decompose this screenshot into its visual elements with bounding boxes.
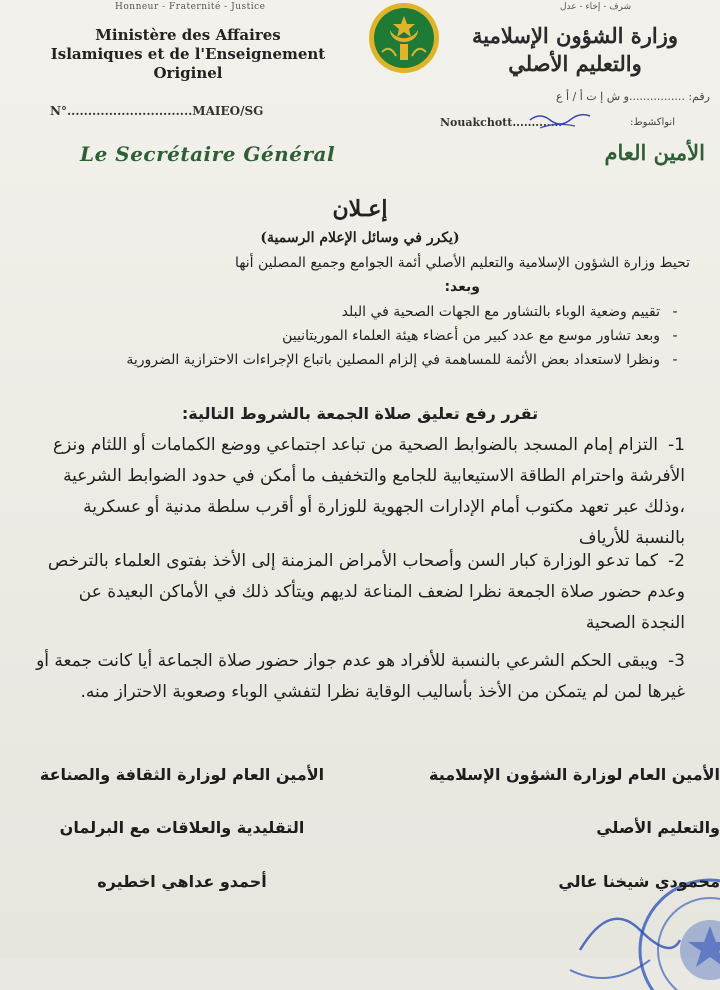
condition-text: التزام إمام المسجد بالضوابط الصحية من تباعد اجتماعي ووضع الكمامات أو اللثام ونزع الأفرشة واحترام الطاقة الاستيعابية للجامع والتخفيف ما أمكن في حدود الضوابط الشرعية ،وذلك عبر تعهد مكتوب أمام الإدارات الجهوية للوزارة أو أقرب سلطة مدنية أو عسكرية بالنسبة للأرياف bbox=[53, 435, 685, 548]
ministry-name-french bbox=[38, 26, 338, 83]
condition-number: 2- bbox=[668, 551, 685, 571]
handwritten-date-mark bbox=[500, 100, 610, 140]
condition-item bbox=[30, 430, 685, 554]
date-place-arabic: انواكشوط: bbox=[630, 117, 675, 128]
bullet-text: ونظرا لاستعداد بعض الأئمة للمساهمة في إلزام المصلين باتباع الإجراءات الاحترازية الضرورية bbox=[126, 352, 660, 368]
decision-heading: تقرر رفع تعليق صلاة الجمعة بالشروط التالية: bbox=[181, 404, 539, 423]
condition-item bbox=[30, 646, 685, 708]
condition-number: 1- bbox=[668, 435, 685, 455]
condition-text: ويبقى الحكم الشرعي بالنسبة للأفراد هو عدم جواز حضور صلاة الجماعة أيا كانت جمعة أو غيرها لمن لم يتمكن من الأخذ بأساليب الوقاية نظرا لتفشي الوباء وصعوبة الاحتراز منه. bbox=[36, 651, 685, 702]
islamic-affairs-sg-title-line1: الأمين العام لوزارة الشؤون الإسلامية bbox=[429, 765, 720, 784]
broadcast-note: (يكرر في وسائل الإعلام الرسمية) bbox=[260, 230, 460, 246]
secretary-general-title-french: Le Secrétaire Général bbox=[80, 142, 336, 166]
wabad-label: وبعد: bbox=[444, 279, 480, 295]
list-item bbox=[60, 348, 690, 372]
ministry-fr-line1: Ministère des Affaires bbox=[95, 26, 281, 44]
ministry-ar-line2: والتعليم الأصلي bbox=[508, 51, 642, 76]
reference-number-french: N°..............................MAIEO/SG bbox=[50, 104, 264, 118]
list-item bbox=[60, 300, 690, 324]
bullet-dash: - bbox=[672, 328, 678, 344]
bullet-text: تقييم وضعية الوباء بالتشاور مع الجهات الصحية في البلد bbox=[341, 304, 660, 320]
motto-arabic: شرف - إخاء - عدل bbox=[560, 2, 632, 12]
secretary-general-title-arabic: الأمين العام bbox=[604, 140, 705, 165]
condition-text: كما تدعو الوزارة كبار السن وأصحاب الأمراض المزمنة إلى الأخذ بفتوى العلماء بالترخص وعدم حضور صلاة الجمعة نظرا لضعف المناعة لديهم ويتأكد ذلك في الأماكن البعيدة عن النجدة الصحية bbox=[47, 551, 685, 633]
ministry-fr-line3: Originel bbox=[153, 64, 223, 82]
culture-sg-title-line2: التقليدية والعلاقات مع البرلمان bbox=[59, 818, 305, 837]
ministry-name-arabic bbox=[440, 22, 710, 78]
reference-number-arabic: رقم: ................و ش إ ت أ / أ ع bbox=[555, 90, 710, 103]
bullet-dash: - bbox=[672, 352, 678, 368]
announcement-heading: إعـلان bbox=[332, 196, 388, 222]
date-place-french: Nouakchott............. bbox=[440, 116, 563, 129]
list-item bbox=[60, 324, 690, 348]
ministry-fr-line2: Islamiques et de l'Enseignement bbox=[50, 45, 326, 63]
condition-number: 3- bbox=[668, 651, 685, 671]
motto-french: Honneur - Fraternité - Justice bbox=[115, 2, 266, 12]
official-stamp-icon bbox=[560, 850, 720, 990]
intro-paragraph: تحيط وزارة الشؤون الإسلامية والتعليم الأصلي أئمة الجوامع وجميع المصلين أنها bbox=[235, 255, 690, 271]
bullet-text: وبعد تشاور موسع مع عدد كبير من أعضاء هيئة العلماء الموريتانيين bbox=[282, 328, 660, 344]
culture-sg-name: أحمدو عداهي اخطيره bbox=[97, 872, 267, 891]
islamic-affairs-sg-title-line2: والتعليم الأصلي bbox=[596, 818, 720, 837]
national-emblem-icon bbox=[360, 0, 448, 76]
bullet-dash: - bbox=[672, 304, 678, 320]
culture-sg-title-line1: الأمين العام لوزارة الثقافة والصناعة bbox=[39, 765, 325, 784]
condition-item bbox=[30, 546, 685, 639]
ministry-ar-line1: وزارة الشؤون الإسلامية bbox=[471, 23, 679, 48]
islamic-affairs-sg-name: محمودي شيخنا عالي bbox=[558, 872, 720, 891]
